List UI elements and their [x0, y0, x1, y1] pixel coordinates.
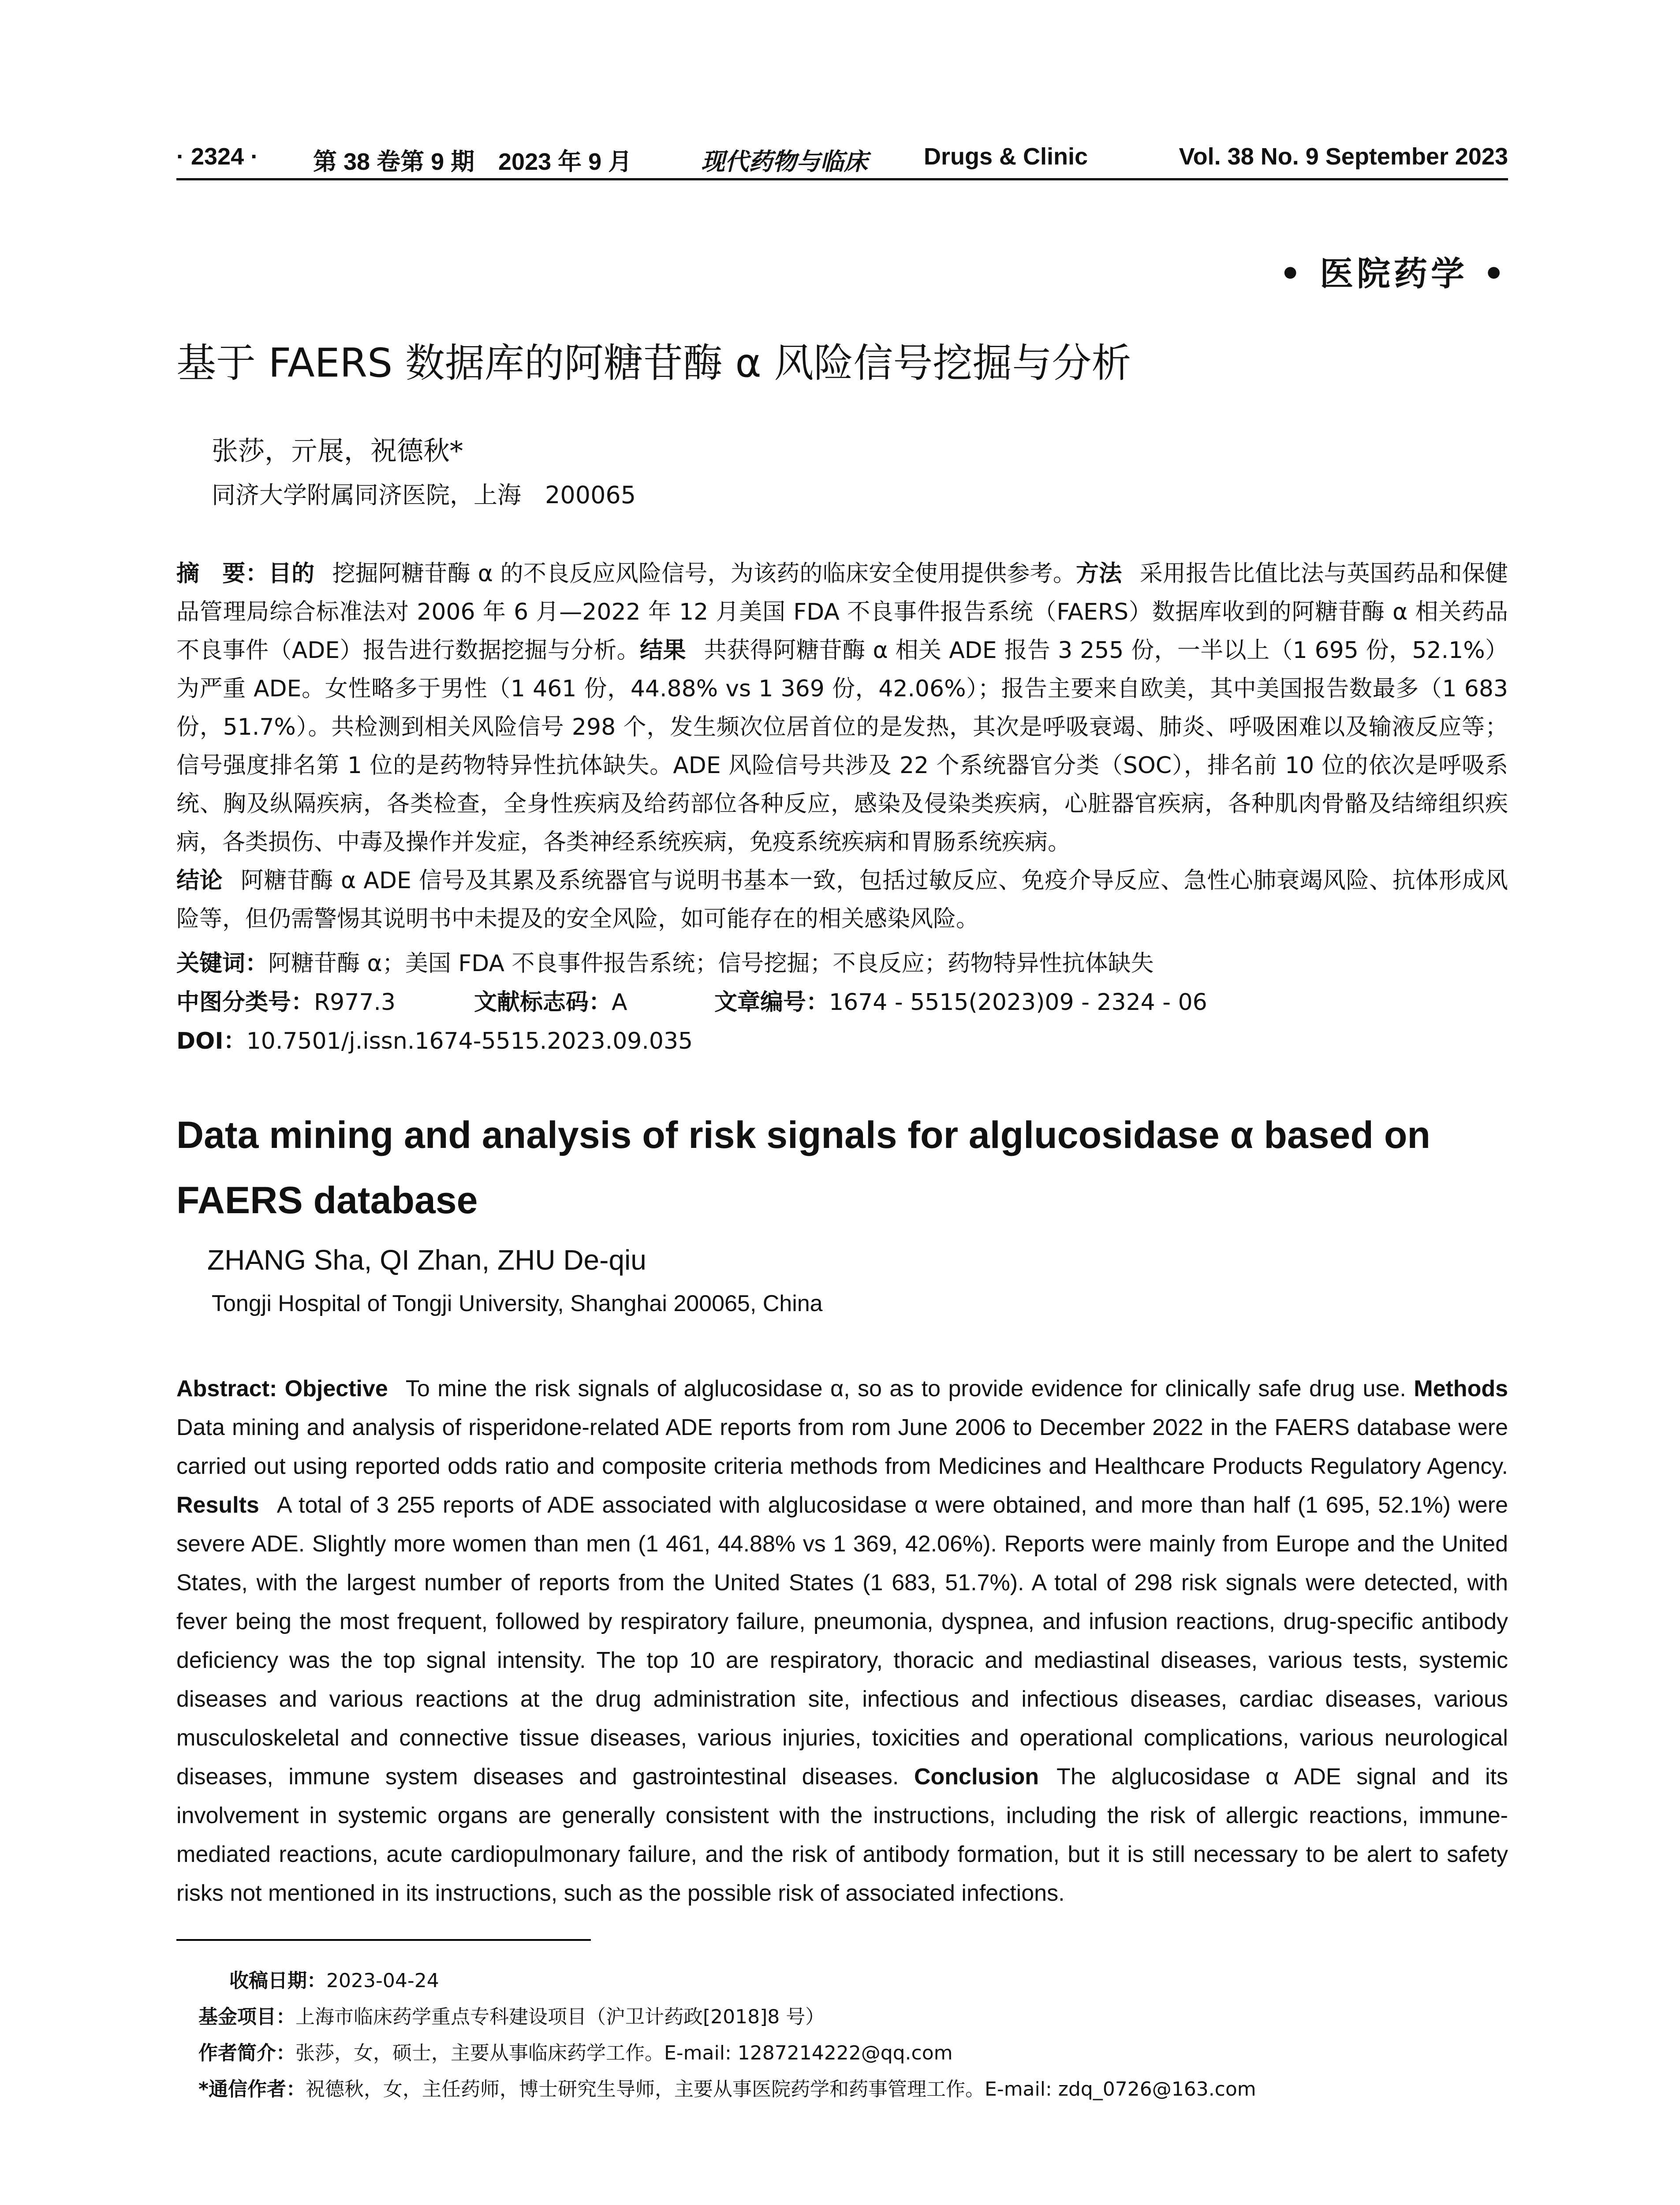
section-tag: • 医院药学 • — [1279, 254, 1508, 293]
article-title-cn: 基于 FAERS 数据库的阿糖苷酶 α 风险信号挖掘与分析 — [176, 340, 1131, 386]
objective-text-cn: 挖掘阿糖苷酶 α 的不良反应风险信号，为该药的临床安全使用提供参考。 — [332, 561, 1076, 587]
article-number-value: 1674 - 5515(2023)09 - 2324 - 06 — [829, 989, 1207, 1016]
article-number — [714, 983, 1207, 1017]
clc-label: 中图分类号： — [176, 989, 314, 1016]
objective-label-en: Objective — [284, 1376, 388, 1401]
author-label: 作者简介： — [198, 2042, 295, 2064]
footnote-received — [229, 1965, 439, 1993]
conclusion-text-en: The alglucosidase α ADE signal and its involvement in systemic organs are generally consistent with the instructions, including the risk of allergic reactions, immune-mediated reactions, acute cardiopulmonary failure, and the risk of antibody formation, but it is still necessary to be alert to safety risks not mentioned in its instructions, such as the possible risk of associated infections. — [176, 1764, 1508, 1906]
journal-name-en: Drugs & Clinic — [924, 143, 1088, 170]
article-number-label: 文章编号： — [714, 989, 829, 1016]
corresponding-label: *通信作者： — [198, 2078, 306, 2100]
doi-line — [176, 1022, 693, 1055]
conclusion-text-cn: 阿糖苷酶 α ADE 信号及其累及系统器官与说明书基本一致，包括过敏反应、免疫介导反应、急性心肺衰竭风险、抗体形成风险等，但仍需警惕其说明书中未提及的安全风险，如可能存在的相关感染风险。 — [176, 867, 1508, 932]
footnote-fund — [198, 2001, 825, 2029]
methods-label-cn: 方法 — [1076, 561, 1122, 587]
objective-text-en: To mine the risk signals of alglucosidase α, so as to provide evidence for clinically safe drug use. — [405, 1376, 1406, 1401]
affiliation-cn: 同济大学附属同济医院，上海 200065 — [212, 481, 636, 509]
journal-name-cn: 现代药物与临床 — [701, 147, 868, 176]
footnote-author — [198, 2037, 953, 2065]
doc-code-value: A — [612, 989, 627, 1016]
results-text-en: A total of 3 255 reports of ADE associated with alglucosidase α were obtained, and more than half (1 695, 52.1%) were severe ADE. Slightly more women than men (1 461, 44.88% vs 1 369, 42.06%). Reports were mainly from Europe and the United States, with the largest number of reports from the United States (1 683, 51.7%). A total of 298 risk signals were detected, with fever being the most frequent, followed by respiratory failure, pneumonia, dyspnea, and infusion reactions, drug-specific antibody deficiency was the top signal intensity. The top 10 are respiratory, thoracic and mediastinal diseases, various tests, systemic diseases and various reactions at the drug administration site, infectious and infectious diseases, cardiac diseases, various musculoskeletal and connective tissue diseases, various injuries, toxicities and operational complications, various neurological diseases, immune system diseases and gastrointestinal diseases. — [176, 1492, 1508, 1790]
doc-code — [474, 983, 627, 1017]
keywords-cn — [176, 945, 1154, 978]
classification-line — [176, 983, 396, 1017]
results-text-cn: 共获得阿糖苷酶 α 相关 ADE 报告 3 255 份，一半以上（1 695 份，52.1%）为严重 ADE。女性略多于男性（1 461 份，44.88% vs 1 369 份，42.06%）；报告主要来自欧美，其中美国报告数最多（1 683 份，51.7%）。共检测到相关风险信号 298 个，发生频次位居首位的是发热，其次是呼吸衰竭、肺炎、呼吸困难以及输液反应等；信号强度排名第 1 位的是药物特异性抗体缺失。ADE 风险信号共涉及 22 个系统器官分类（SOC），排名前 10 位的依次是呼吸系统、胸及纵隔疾病，各类检查，全身性疾病及给药部位各种反应，感染及侵染类疾病，心脏器官疾病，各种肌肉骨骼及结缔组织疾病，各类损伤、中毒及操作并发症，各类神经系统疾病，免疫系统疾病和胃肠系统疾病。 — [176, 637, 1508, 856]
keywords-value-cn: 阿糖苷酶 α；美国 FDA 不良事件报告系统；信号挖掘；不良反应；药物特异性抗体缺失 — [268, 950, 1154, 977]
volume-en: Vol. 38 No. 9 September 2023 — [1179, 143, 1508, 170]
authors-cn: 张莎，亓展，祝德秋* — [212, 436, 463, 467]
footnote-corresponding — [198, 2073, 1256, 2101]
received-label: 收稿日期： — [229, 1970, 326, 1992]
received-value: 2023-04-24 — [326, 1970, 439, 1992]
volume-cn: 第 38 卷第 9 期 — [313, 149, 475, 175]
running-header — [176, 140, 1508, 180]
results-label-cn: 结果 — [640, 637, 686, 664]
methods-text-en: Data mining and analysis of risperidone-related ADE reports from rom June 2006 to December 2022 in the FAERS database were carried out using reported odds ratio and composite criteria methods from Medicines and Healthcare Products Regulatory Agency. — [176, 1415, 1508, 1479]
keywords-label-cn: 关键词： — [176, 950, 269, 977]
clc-value: R977.3 — [314, 989, 396, 1016]
abstract-label-cn: 摘 要： — [176, 561, 269, 587]
methods-text-cn: 采用报告比值比法与英国药品和保健品管理局综合标准法对 2006 年 6 月—2022 年 12 月美国 FDA 不良事件报告系统（FAERS）数据库收到的阿糖苷酶 α 相关药品不良事件（ADE）报告进行数据挖掘与分析。 — [176, 561, 1508, 664]
fund-value: 上海市临床药学重点专科建设项目（沪卫计药政[2018]8 号） — [295, 2006, 825, 2028]
article-title-en: Data mining and analysis of risk signals for alglucosidase α based on FAERS database — [176, 1114, 1430, 1222]
doi-label: DOI： — [176, 1028, 246, 1054]
abstract-en — [176, 1369, 1508, 1913]
doc-code-label: 文献标志码： — [474, 989, 612, 1016]
doi-value[interactable]: 10.7501/j.issn.1674-5515.2023.09.035 — [246, 1028, 693, 1054]
date-cn: 2023 年 9 月 — [498, 149, 632, 175]
footnote-divider — [176, 1939, 591, 1941]
page-number: · 2324 · — [176, 143, 259, 170]
authors-en: ZHANG Sha, QI Zhan, ZHU De-qiu — [207, 1244, 646, 1276]
methods-label-en: Methods — [1414, 1376, 1508, 1401]
abstract-cn — [176, 555, 1508, 938]
abstract-label-en: Abstract: — [176, 1376, 277, 1401]
affiliation-en: Tongji Hospital of Tongji University, Shanghai 200065, China — [212, 1291, 823, 1316]
conclusion-label-cn: 结论 — [176, 867, 223, 894]
fund-label: 基金项目： — [198, 2006, 295, 2028]
author-value: 张莎，女，硕士，主要从事临床药学工作。E-mail: 1287214222@qq.com — [295, 2042, 953, 2064]
objective-label-cn: 目的 — [268, 561, 315, 587]
results-label-en: Results — [176, 1492, 259, 1518]
corresponding-value: 祝德秋，女，主任药师，博士研究生导师，主要从事医院药学和药事管理工作。E-mail: zdq_0726@163.com — [306, 2078, 1256, 2100]
conclusion-label-en: Conclusion — [914, 1764, 1039, 1790]
